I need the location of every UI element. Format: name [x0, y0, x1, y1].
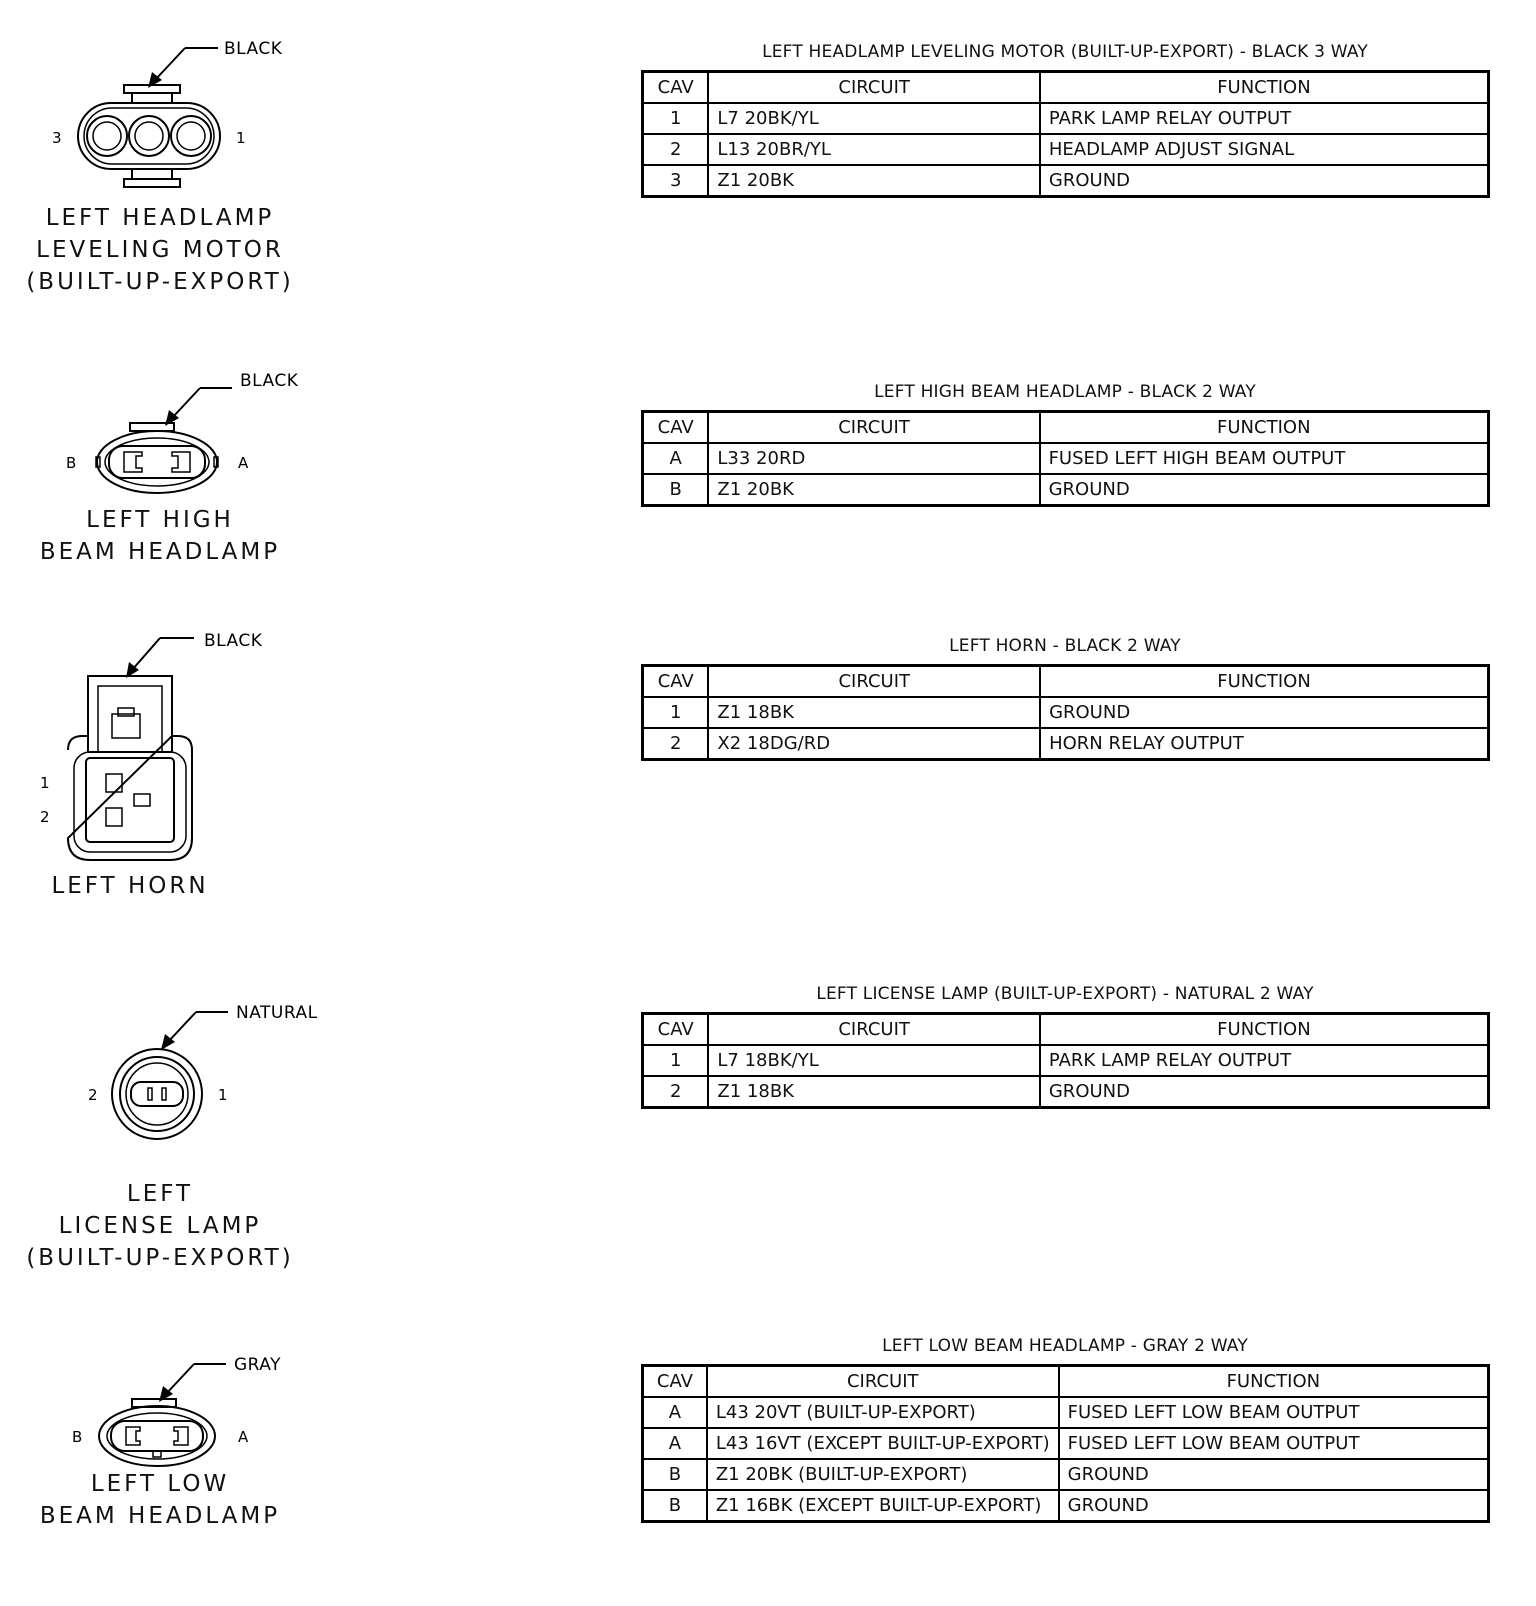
table-row — [643, 728, 1489, 760]
circuit-cell: L33 20RD — [708, 443, 1039, 474]
header-function: FUNCTION — [1040, 72, 1489, 104]
table-header-row — [643, 1014, 1489, 1046]
table-row — [643, 474, 1489, 506]
header-function: FUNCTION — [1040, 412, 1489, 444]
connector-title: LEFT HEADLAMP LEVELING MOTOR (BUILT-UP-EXPORT) — [26, 205, 294, 295]
pinout-table — [641, 410, 1490, 507]
section-low-beam — [0, 1320, 1536, 1606]
circuit-cell: Z1 20BK — [708, 474, 1039, 506]
pinout-table — [641, 1012, 1490, 1109]
pinout-table — [641, 70, 1490, 198]
section-high-beam — [0, 340, 1536, 580]
table-header-row — [643, 412, 1489, 444]
connector-horn-icon — [0, 600, 320, 870]
table-header-row — [643, 1366, 1489, 1398]
circuit-cell: Z1 18BK — [708, 697, 1040, 728]
connector-diagram-low-beam — [0, 1320, 320, 1529]
table-row — [643, 1490, 1489, 1522]
connector-color-label: BLACK — [224, 39, 283, 59]
cav-cell: 1 — [643, 697, 709, 728]
function-cell: HORN RELAY OUTPUT — [1040, 728, 1488, 760]
function-cell: HEADLAMP ADJUST SIGNAL — [1040, 134, 1489, 165]
connector-title: LEFT LICENSE LAMP (BUILT-UP-EXPORT) — [26, 1181, 294, 1271]
function-cell: PARK LAMP RELAY OUTPUT — [1040, 1045, 1489, 1076]
pin-label: 1 — [236, 129, 246, 147]
connector-2way-oval-icon — [0, 1320, 320, 1460]
table-row — [643, 697, 1489, 728]
connector-color-label: BLACK — [204, 631, 263, 651]
cav-cell: 1 — [643, 1045, 709, 1076]
circuit-cell: Z1 18BK — [708, 1076, 1039, 1108]
table-row — [643, 134, 1489, 165]
table-header-row — [643, 666, 1489, 698]
function-cell: GROUND — [1059, 1490, 1489, 1522]
function-cell: FUSED LEFT LOW BEAM OUTPUT — [1059, 1428, 1489, 1459]
pinout-table — [641, 1364, 1490, 1523]
table-row — [643, 1076, 1489, 1108]
circuit-cell: L7 18BK/YL — [708, 1045, 1039, 1076]
connector-color-label: NATURAL — [236, 1003, 318, 1023]
header-cav: CAV — [643, 72, 709, 104]
circuit-cell: Z1 20BK — [708, 165, 1039, 197]
header-cav: CAV — [643, 412, 709, 444]
pin-label: A — [238, 454, 249, 472]
cav-cell: 1 — [643, 103, 709, 134]
connector-title: LEFT HORN — [51, 873, 209, 899]
function-cell: FUSED LEFT HIGH BEAM OUTPUT — [1040, 443, 1489, 474]
table-header-row — [643, 72, 1489, 104]
cav-cell: 2 — [643, 134, 709, 165]
circuit-cell: Z1 16BK (EXCEPT BUILT-UP-EXPORT) — [707, 1490, 1059, 1522]
cav-cell: B — [643, 474, 709, 506]
cav-cell: 2 — [643, 728, 709, 760]
table-title: LEFT LICENSE LAMP (BUILT-UP-EXPORT) - NATURAL 2 WAY — [816, 984, 1314, 1004]
table-row — [643, 103, 1489, 134]
section-leveling-motor — [0, 0, 1536, 320]
function-cell: GROUND — [1040, 474, 1489, 506]
connector-diagram-leveling-motor — [0, 0, 320, 320]
cav-cell: B — [643, 1490, 707, 1522]
function-cell: PARK LAMP RELAY OUTPUT — [1040, 103, 1489, 134]
circuit-cell: L7 20BK/YL — [708, 103, 1039, 134]
header-cav: CAV — [643, 1014, 709, 1046]
table-title: LEFT HEADLAMP LEVELING MOTOR (BUILT-UP-EXPORT) - BLACK 3 WAY — [762, 42, 1368, 62]
connector-2way-oval-icon — [0, 340, 320, 500]
connector-round-icon — [0, 960, 320, 1140]
header-circuit: CIRCUIT — [708, 666, 1040, 698]
circuit-cell: L43 16VT (EXCEPT BUILT-UP-EXPORT) — [707, 1428, 1059, 1459]
header-function: FUNCTION — [1040, 666, 1488, 698]
function-cell: GROUND — [1059, 1459, 1489, 1490]
pin-label: 1 — [40, 774, 50, 792]
table-row — [643, 443, 1489, 474]
pin-label: A — [238, 1428, 249, 1446]
header-function: FUNCTION — [1040, 1014, 1489, 1046]
connector-color-label: BLACK — [240, 371, 299, 391]
table-title: LEFT LOW BEAM HEADLAMP - GRAY 2 WAY — [882, 1336, 1248, 1356]
table-title: LEFT HORN - BLACK 2 WAY — [949, 636, 1181, 656]
header-circuit: CIRCUIT — [707, 1366, 1059, 1398]
header-cav: CAV — [643, 1366, 707, 1398]
table-row — [643, 1459, 1489, 1490]
section-horn — [0, 600, 1536, 930]
connector-title: LEFT LOW BEAM HEADLAMP — [39, 1471, 281, 1529]
connector-diagram-license-lamp — [0, 960, 320, 1271]
connector-title: LEFT HIGH BEAM HEADLAMP — [39, 507, 281, 565]
table-row — [643, 1045, 1489, 1076]
header-function: FUNCTION — [1059, 1366, 1489, 1398]
function-cell: GROUND — [1040, 165, 1489, 197]
pin-label: 1 — [218, 1086, 228, 1104]
cav-cell: A — [643, 443, 709, 474]
cav-cell: B — [643, 1459, 707, 1490]
function-cell: FUSED LEFT LOW BEAM OUTPUT — [1059, 1397, 1489, 1428]
header-circuit: CIRCUIT — [708, 72, 1039, 104]
table-row — [643, 1397, 1489, 1428]
cav-cell: 2 — [643, 1076, 709, 1108]
function-cell: GROUND — [1040, 697, 1488, 728]
table-row — [643, 1428, 1489, 1459]
header-cav: CAV — [643, 666, 709, 698]
pin-label: 2 — [40, 808, 50, 826]
connector-diagram-high-beam — [0, 340, 320, 565]
table-title: LEFT HIGH BEAM HEADLAMP - BLACK 2 WAY — [874, 382, 1256, 402]
function-cell: GROUND — [1040, 1076, 1489, 1108]
cav-cell: A — [643, 1428, 707, 1459]
table-row — [643, 165, 1489, 197]
header-circuit: CIRCUIT — [708, 1014, 1039, 1046]
connector-color-label: GRAY — [234, 1355, 281, 1375]
section-license-lamp — [0, 960, 1536, 1290]
cav-cell: A — [643, 1397, 707, 1428]
pin-label: B — [72, 1428, 83, 1446]
pin-label: 2 — [88, 1086, 98, 1104]
header-circuit: CIRCUIT — [708, 412, 1039, 444]
circuit-cell: L43 20VT (BUILT-UP-EXPORT) — [707, 1397, 1059, 1428]
connector-diagram-horn — [0, 600, 320, 899]
circuit-cell: Z1 20BK (BUILT-UP-EXPORT) — [707, 1459, 1059, 1490]
circuit-cell: X2 18DG/RD — [708, 728, 1040, 760]
pin-label: 3 — [52, 129, 62, 147]
circuit-cell: L13 20BR/YL — [708, 134, 1039, 165]
pinout-table — [641, 664, 1490, 761]
pin-label: B — [66, 454, 77, 472]
cav-cell: 3 — [643, 165, 709, 197]
